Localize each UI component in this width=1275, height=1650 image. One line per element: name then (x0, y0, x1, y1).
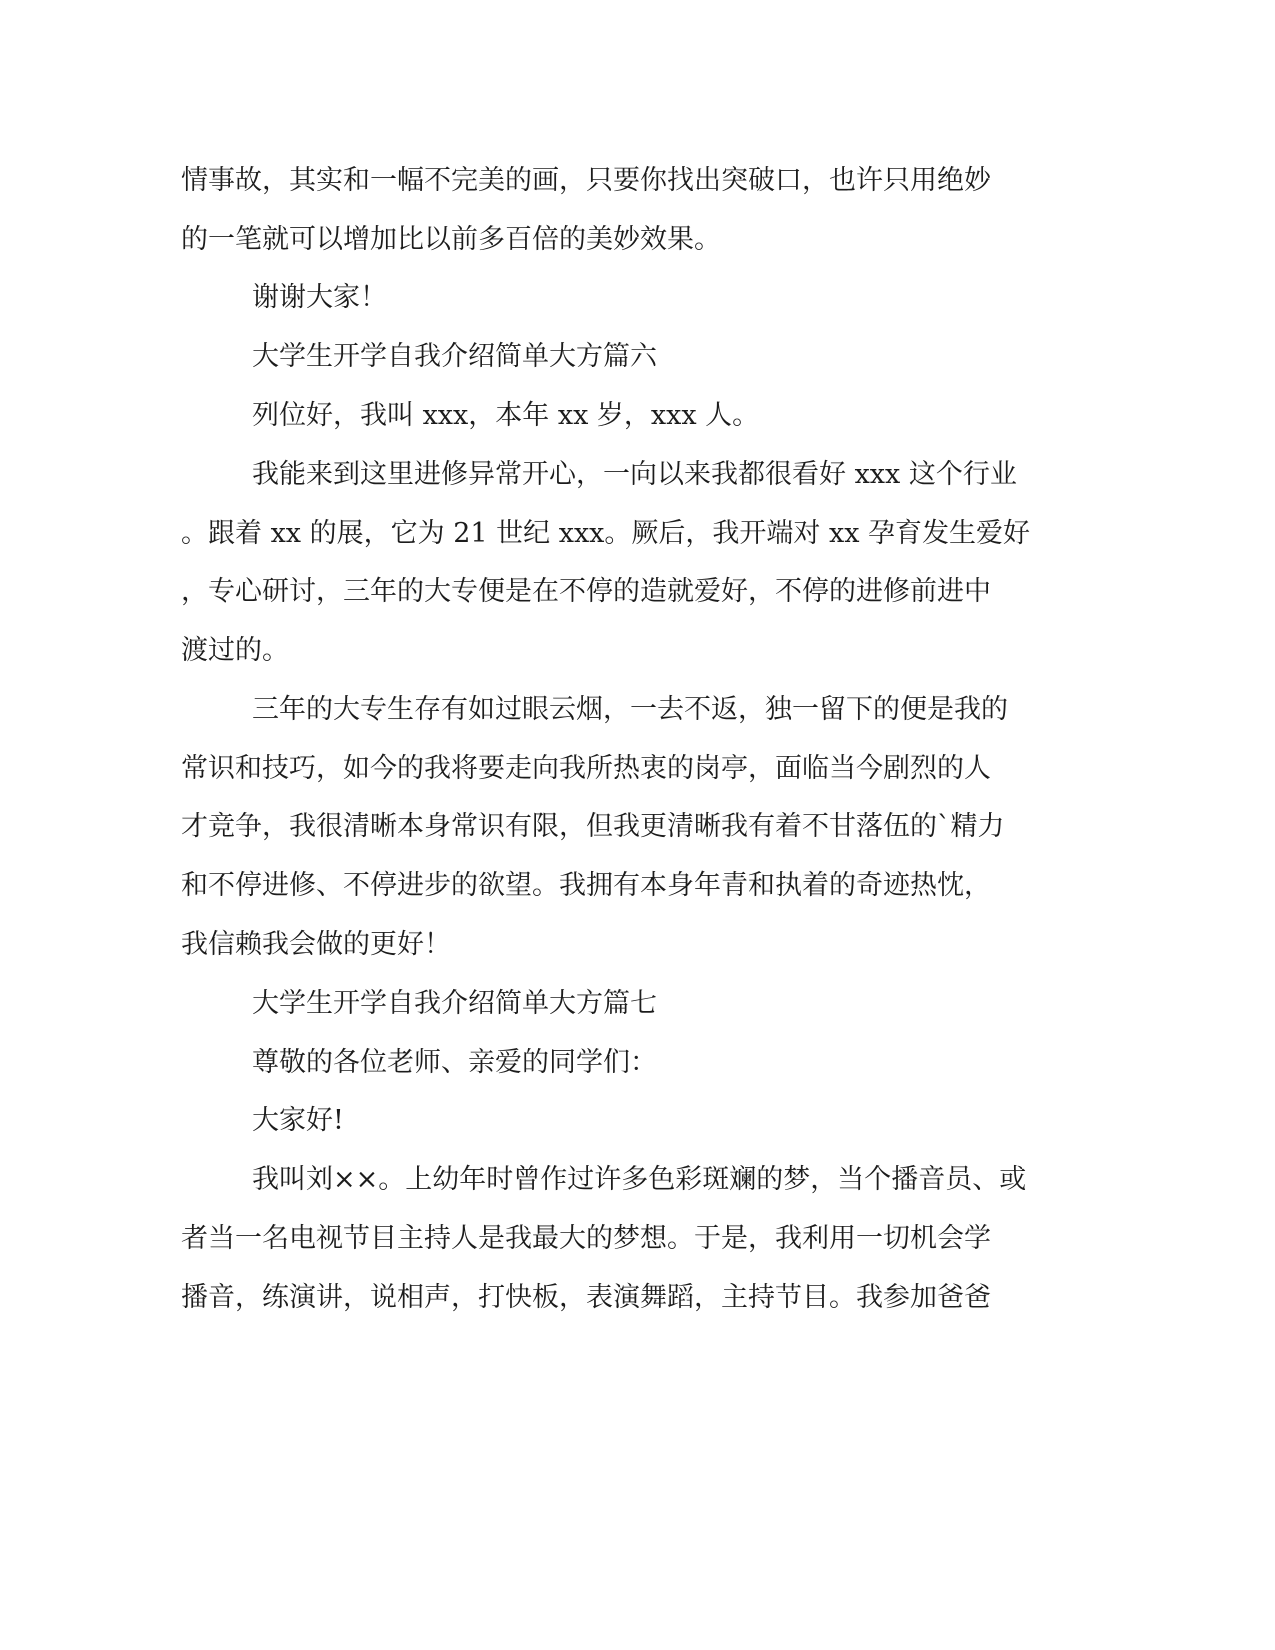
text-line: 。跟着 xx 的展，它为 21 世纪 xxx。厥后，我开端对 xx 孕育发生爱好 (181, 518, 1031, 549)
section-heading: 大学生开学自我介绍简单大方篇六 (252, 341, 657, 372)
text-line: 大家好! (252, 1105, 344, 1136)
text-line: 谢谢大家！ (252, 282, 387, 313)
text-line: 尊敬的各位老师、亲爱的同学们： (252, 1047, 657, 1078)
text-line: 情事故，其实和一幅不完美的画，只要你找出突破口，也许只用绝妙 (181, 165, 991, 196)
text-line: 我信赖我会做的更好！ (181, 929, 451, 960)
text-line: 才竞争，我很清晰本身常识有限，但我更清晰我有着不甘落伍的`精力 (181, 811, 1005, 842)
text-line: 列位好，我叫 xxx，本年 xx 岁，xxx 人。 (252, 400, 760, 431)
text-line: 常识和技巧，如今的我将要走向我所热衷的岗亭，面临当今剧烈的人 (181, 753, 991, 784)
text-line: 三年的大专生存有如过眼云烟，一去不返，独一留下的便是我的 (252, 694, 1008, 725)
text-line: 我能来到这里进修异常开心，一向以来我都很看好 xxx 这个行业 (252, 459, 1017, 490)
text-line: 和不停进修、不停进步的欲望。我拥有本身年青和执着的奇迹热忱， (181, 870, 991, 901)
text-line: 播音，练演讲，说相声，打快板，表演舞蹈，主持节目。我参加爸爸 (181, 1282, 991, 1313)
text-line: 者当一名电视节目主持人是我最大的梦想。于是，我利用一切机会学 (181, 1223, 991, 1254)
section-heading: 大学生开学自我介绍简单大方篇七 (252, 988, 657, 1019)
text-line: 的一笔就可以增加比以前多百倍的美妙效果。 (181, 224, 721, 255)
text-line: 我叫刘××。上幼年时曾作过许多色彩斑斓的梦，当个播音员、或 (252, 1164, 1027, 1195)
text-line: 渡过的。 (181, 635, 289, 666)
text-line: ，专心研讨，三年的大专便是在不停的造就爱好，不停的进修前进中 (181, 576, 991, 607)
